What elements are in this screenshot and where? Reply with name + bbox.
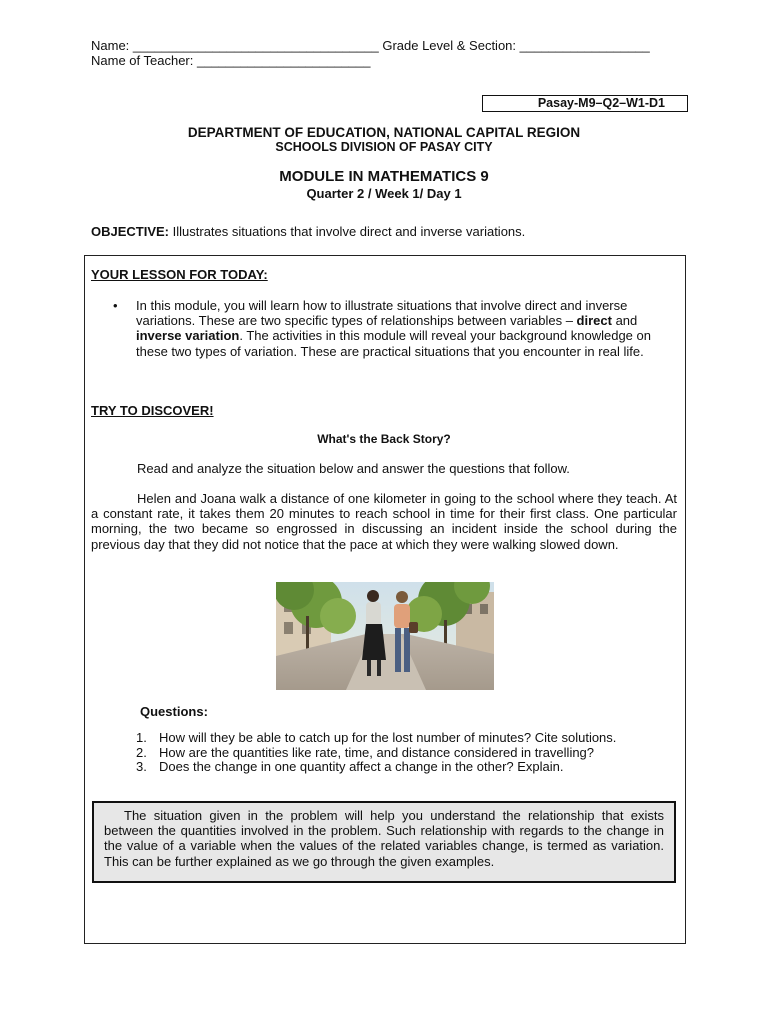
question-number: 1. — [136, 730, 147, 745]
lesson-bullet — [136, 298, 676, 359]
back-story-subheading: What's the Back Story? — [317, 432, 451, 446]
module-code-box: Pasay-M9–Q2–W1-D1 — [482, 95, 688, 112]
quarter-subtitle: Quarter 2 / Week 1/ Day 1 — [306, 186, 462, 201]
question-number: 3. — [136, 759, 147, 774]
division-title: SCHOOLS DIVISION OF PASAY CITY — [275, 140, 493, 154]
question-item — [136, 760, 676, 775]
lesson-heading: YOUR LESSON FOR TODAY: — [91, 267, 268, 282]
objective — [91, 224, 525, 239]
story-paragraph: Helen and Joana walk a distance of one kilometer in going to the school where they teach. At a constant rate, it takes them 20 minutes to reach school in time for their first class. One particular morning, the two became so engrossed in discussing an incident inside the school during the previous day that they did not notice that the pace at which they were walking slowed down. — [91, 491, 677, 552]
teacher-line: Name of Teacher: ________________________ — [91, 53, 371, 68]
instruction-text: Read and analyze the situation below and answer the questions that follow. — [137, 461, 570, 476]
questions-list — [136, 731, 676, 775]
questions-heading: Questions: — [140, 704, 208, 719]
objective-text: Illustrates situations that involve direct and inverse variations. — [172, 224, 526, 239]
department-title: DEPARTMENT OF EDUCATION, NATIONAL CAPITAL REGION — [187, 125, 581, 140]
question-text: How are the quantities like rate, time, and distance considered in travelling? — [159, 744, 595, 760]
module-title: MODULE IN MATHEMATICS 9 — [279, 168, 489, 185]
name-line: Name: __________________________________ Grade Level & Section: __________________ — [91, 38, 650, 53]
question-number: 2. — [136, 744, 147, 760]
discover-heading: TRY TO DISCOVER! — [91, 403, 214, 418]
bullet-text-2: and — [611, 313, 638, 329]
variation-note-box — [92, 801, 676, 883]
bullet-text-3: . The activities in this module will reveal your background knowledge on these two types of variation. These are practical situations that you encounter in real life. — [136, 328, 651, 359]
bullet-dot: • — [113, 298, 118, 313]
question-text: Does the change in one quantity affect a change in the other? Explain. — [159, 759, 564, 774]
bullet-bold-direct: direct — [576, 313, 612, 329]
bullet-text-1: In this module, you will learn how to illustrate situations that involve direct and inverse variations. These are two specific types of relationships between variables – — [136, 298, 628, 329]
question-item — [136, 746, 676, 761]
variation-note-text: The situation given in the problem will help you understand the relationship that exists between the quantities involved in the problem. Such relationship with regards to the change in the value of a variable when the values of the related variables change, is termed as variation. This can be further explained as we go through the given examples. — [104, 808, 664, 869]
question-text: How will they be able to catch up for the lost number of minutes? Cite solutions. — [159, 730, 617, 745]
bullet-bold-inverse: inverse variation — [136, 328, 240, 344]
walking-photo — [276, 582, 494, 690]
objective-label: OBJECTIVE: — [91, 224, 170, 239]
question-item — [136, 731, 676, 746]
